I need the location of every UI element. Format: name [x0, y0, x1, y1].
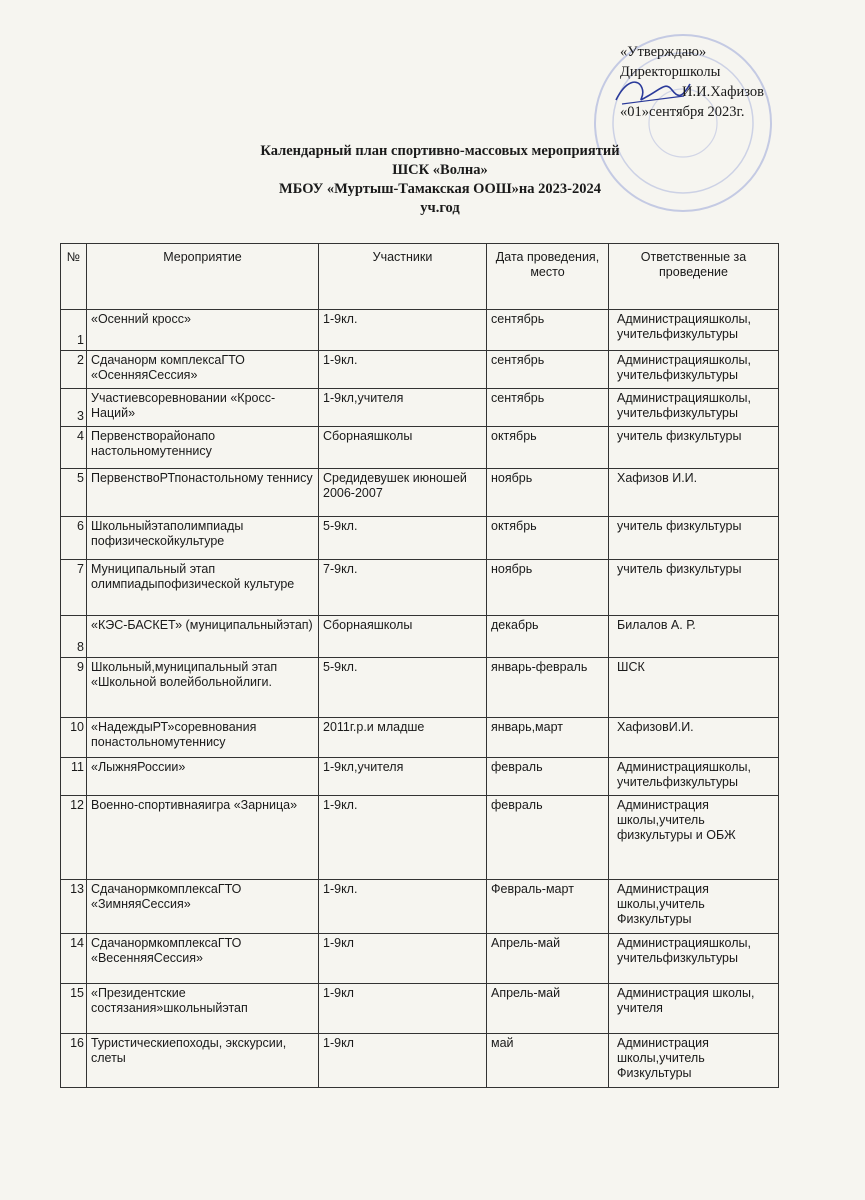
- row-participants: 2011г.р.и младше: [319, 718, 487, 758]
- approval-line-1: «Утверждаю»: [620, 44, 707, 60]
- row-responsible: учитель физкультуры: [609, 517, 779, 560]
- row-responsible: Администрацияшколы, учительфизкультуры: [609, 758, 779, 796]
- row-participants: 1-9кл,учителя: [319, 758, 487, 796]
- table-row: [61, 517, 779, 560]
- row-num: 14: [61, 934, 87, 984]
- row-num: 9: [61, 658, 87, 718]
- row-event: Туристическиепоходы, экскурсии, слеты: [87, 1034, 319, 1088]
- row-participants: 1-9кл: [319, 984, 487, 1034]
- header-num: №: [61, 244, 87, 310]
- row-event: Участиевсоревновании «Кросс-Наций»: [87, 389, 319, 427]
- title-line-3: МБОУ «Муртыш-Тамакская ООШ»на 2023-2024: [279, 181, 601, 197]
- row-event: Муниципальный этап олимпиадыпофизической культуре: [87, 560, 319, 616]
- table-row: [61, 880, 779, 934]
- table-row: [61, 718, 779, 758]
- row-responsible: Администрацияшколы, учительфизкультуры: [609, 934, 779, 984]
- row-participants: 1-9кл: [319, 1034, 487, 1088]
- table-row: [61, 984, 779, 1034]
- row-responsible: ШСК: [609, 658, 779, 718]
- row-responsible: Билалов А. Р.: [609, 616, 779, 658]
- row-num: 10: [61, 718, 87, 758]
- row-participants: Средидевушек июношей 2006-2007: [319, 469, 487, 517]
- table-row: [61, 469, 779, 517]
- row-num: 5: [61, 469, 87, 517]
- title-line-1: Календарный план спортивно-массовых мероприятий: [260, 143, 620, 159]
- row-participants: 5-9кл.: [319, 658, 487, 718]
- row-event: «КЭС-БАСКЕТ» (муниципальныйэтап): [87, 616, 319, 658]
- row-event: «Президентские состязания»школьныйэтап: [87, 984, 319, 1034]
- row-participants: 1-9кл.: [319, 796, 487, 880]
- row-num: 13: [61, 880, 87, 934]
- row-event: «ЛыжняРоссии»: [87, 758, 319, 796]
- row-event: ПервенствоРТпонастольному теннису: [87, 469, 319, 517]
- approval-line-3: И.И.Хафизов: [682, 84, 764, 100]
- table-row: [61, 389, 779, 427]
- table-row: [61, 310, 779, 351]
- row-responsible: Администрация школы,учитель физкультуры и ОБЖ: [609, 796, 779, 880]
- row-date: декабрь: [487, 616, 609, 658]
- row-date: ноябрь: [487, 469, 609, 517]
- row-num: 6: [61, 517, 87, 560]
- header-participants: Участники: [319, 244, 487, 310]
- title-line-4: уч.год: [420, 200, 460, 216]
- row-num: 7: [61, 560, 87, 616]
- row-num: 11: [61, 758, 87, 796]
- row-date: Апрель-май: [487, 934, 609, 984]
- header-date: Дата проведения, место: [487, 244, 609, 310]
- row-event: Первенстворайонапо настольномутеннису: [87, 427, 319, 469]
- row-num: 12: [61, 796, 87, 880]
- row-date: ноябрь: [487, 560, 609, 616]
- title-line-2: ШСК «Волна»: [392, 162, 488, 178]
- row-date: февраль: [487, 796, 609, 880]
- row-participants: 1-9кл.: [319, 310, 487, 351]
- table-row: [61, 1034, 779, 1088]
- document-title: [180, 142, 700, 218]
- row-responsible: Администрацияшколы, учительфизкультуры: [609, 389, 779, 427]
- row-date: май: [487, 1034, 609, 1088]
- row-responsible: учитель физкультуры: [609, 560, 779, 616]
- row-responsible: Администрация школы,учитель Физкультуры: [609, 880, 779, 934]
- row-participants: 7-9кл.: [319, 560, 487, 616]
- row-participants: 1-9кл.: [319, 351, 487, 389]
- row-event: «НадеждыРТ»соревнования понастольномутеннису: [87, 718, 319, 758]
- approval-line-4: «01»сентября 2023г.: [620, 104, 745, 120]
- approval-block: [620, 42, 764, 122]
- row-event: Военно-спортивнаяигра «Зарница»: [87, 796, 319, 880]
- row-num: 15: [61, 984, 87, 1034]
- table-header-row: [61, 244, 779, 310]
- row-event: Сдачанорм комплексаГТО «ОсенняяСессия»: [87, 351, 319, 389]
- header-event: Мероприятие: [87, 244, 319, 310]
- row-event: СдачанормкомплексаГТО «ВесенняяСессия»: [87, 934, 319, 984]
- row-date: октябрь: [487, 517, 609, 560]
- events-table: [60, 243, 779, 1088]
- table-row: [61, 351, 779, 389]
- table-row: [61, 658, 779, 718]
- row-date: октябрь: [487, 427, 609, 469]
- row-date: Апрель-май: [487, 984, 609, 1034]
- row-event: Школьныйэтаполимпиады пофизическойкультуре: [87, 517, 319, 560]
- row-responsible: Администрация школы,учитель Физкультуры: [609, 1034, 779, 1088]
- row-event: «Осенний кросс»: [87, 310, 319, 351]
- row-date: сентябрь: [487, 389, 609, 427]
- row-num: 16: [61, 1034, 87, 1088]
- row-num: 8: [61, 616, 87, 658]
- row-date: январь,март: [487, 718, 609, 758]
- row-responsible: учитель физкультуры: [609, 427, 779, 469]
- row-num: 2: [61, 351, 87, 389]
- row-participants: 1-9кл: [319, 934, 487, 984]
- row-date: Февраль-март: [487, 880, 609, 934]
- row-num: 3: [61, 389, 87, 427]
- row-participants: Сборнаяшколы: [319, 427, 487, 469]
- table-row: [61, 427, 779, 469]
- row-num: 1: [61, 310, 87, 351]
- row-responsible: Администрацияшколы, учительфизкультуры: [609, 351, 779, 389]
- table-row: [61, 616, 779, 658]
- row-event: Школьный,муниципальный этап «Школьной волейбольнойлиги.: [87, 658, 319, 718]
- table-row: [61, 796, 779, 880]
- approval-line-2: Директоршколы: [620, 64, 721, 80]
- row-responsible: Администрацияшколы, учительфизкультуры: [609, 310, 779, 351]
- row-responsible: Хафизов И.И.: [609, 469, 779, 517]
- row-participants: 5-9кл.: [319, 517, 487, 560]
- row-responsible: ХафизовИ.И.: [609, 718, 779, 758]
- table-row: [61, 934, 779, 984]
- row-participants: 1-9кл,учителя: [319, 389, 487, 427]
- row-date: сентябрь: [487, 351, 609, 389]
- row-participants: Сборнаяшколы: [319, 616, 487, 658]
- table-row: [61, 560, 779, 616]
- table-row: [61, 758, 779, 796]
- row-num: 4: [61, 427, 87, 469]
- row-event: СдачанормкомплексаГТО «ЗимняяСессия»: [87, 880, 319, 934]
- row-date: февраль: [487, 758, 609, 796]
- row-date: сентябрь: [487, 310, 609, 351]
- row-participants: 1-9кл.: [319, 880, 487, 934]
- row-date: январь-февраль: [487, 658, 609, 718]
- header-responsible: Ответственные за проведение: [609, 244, 779, 310]
- row-responsible: Администрация школы, учителя: [609, 984, 779, 1034]
